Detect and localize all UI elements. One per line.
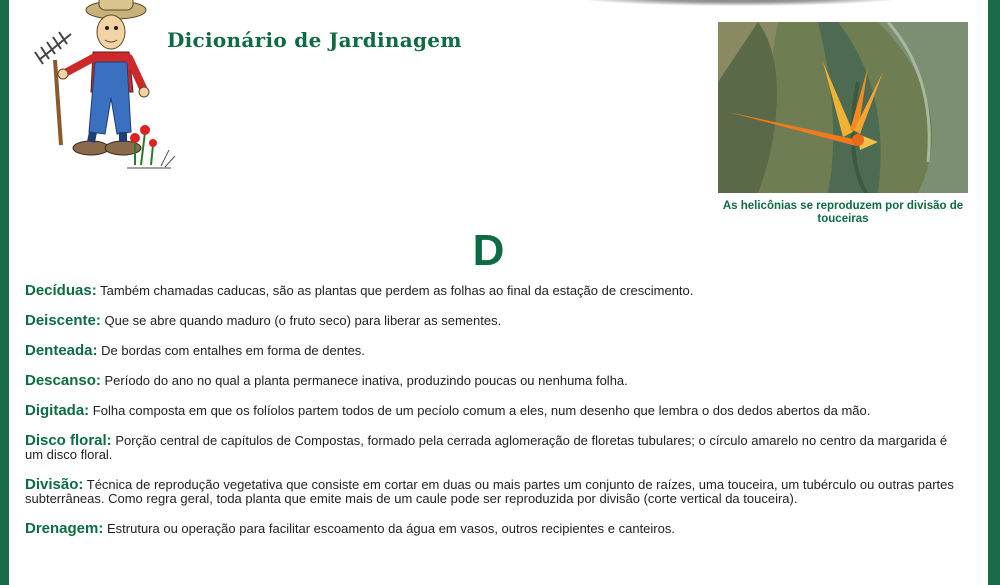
glossary-definition: Também chamadas caducas, são as plantas que perdem as folhas ao final da estação de crescimento. — [100, 283, 694, 298]
glossary-definition: Técnica de reprodução vegetativa que consiste em cortar em duas ou mais partes um conjunto de raízes, uma touceira, um tubérculo ou outras partes subterrâneas. Como regra geral, toda planta que emite mais de um caule pode ser reproduzida por divisão (corte vertical da touceira). — [25, 477, 954, 506]
glossary-term: Deiscente: — [25, 312, 101, 329]
glossary-entry — [25, 344, 955, 358]
glossary-term: Divisão: — [25, 476, 84, 493]
glossary-entry — [25, 284, 955, 298]
heliconia-photo — [718, 22, 968, 193]
glossary-term: Descanso: — [25, 372, 101, 389]
page-title: Dicionário de Jardinagem — [167, 28, 462, 52]
glossary-list — [25, 284, 955, 552]
glossary-entry — [25, 404, 955, 418]
gardener-mascot-illustration — [31, 0, 181, 175]
glossary-definition: Que se abre quando maduro (o fruto seco) para liberar as sementes. — [104, 313, 502, 328]
glossary-term: Decíduas: — [25, 282, 97, 299]
glossary-definition: Folha composta em que os folíolos partem todos de um pecíolo comum a eles, num desenho que lembra o dos dedos abertos da mão. — [92, 403, 871, 418]
glossary-entry — [25, 478, 955, 506]
glossary-entry — [25, 434, 955, 462]
glossary-definition: Período do ano no qual a planta permanece inativa, produzindo poucas ou nenhuma folha. — [104, 373, 628, 388]
glossary-entry — [25, 314, 955, 328]
glossary-definition: De bordas com entalhes em forma de dentes. — [101, 343, 365, 358]
glossary-definition: Estrutura ou operação para facilitar escoamento da água em vasos, outros recipientes e canteiros. — [106, 521, 675, 536]
top-decoration — [569, 0, 909, 6]
glossary-term: Disco floral: — [25, 432, 112, 449]
glossary-term: Drenagem: — [25, 520, 104, 537]
section-letter: D — [472, 226, 505, 275]
glossary-definition: Porção central de capítulos de Compostas, formado pela cerrada aglomeração de floretas tubulares; o círculo amarelo no centro da margarida é um disco floral. — [25, 433, 948, 462]
glossary-term: Denteada: — [25, 342, 98, 359]
photo-caption: As helicônias se reproduzem por divisão de touceiras — [722, 200, 964, 225]
glossary-term: Digitada: — [25, 402, 90, 419]
glossary-entry — [25, 374, 955, 388]
page-content — [9, 0, 988, 585]
glossary-entry — [25, 522, 955, 536]
